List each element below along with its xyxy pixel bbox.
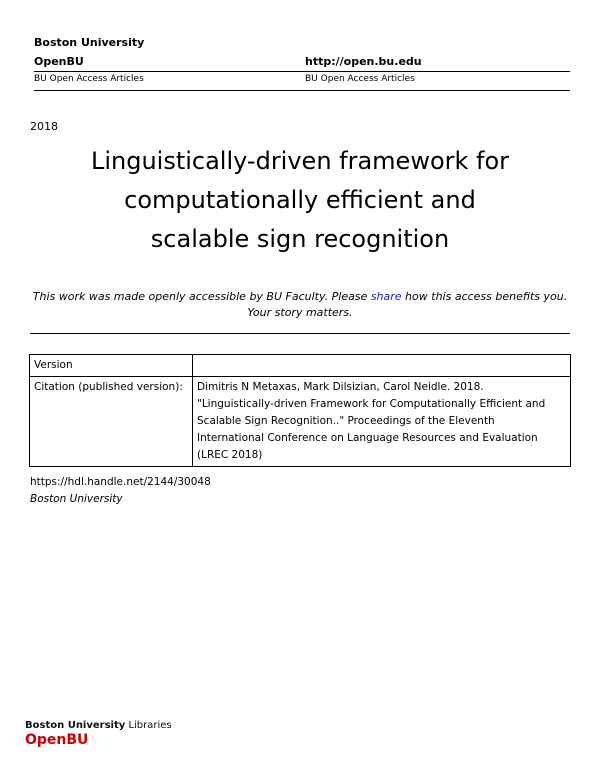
citation-label: Citation (published version):	[30, 377, 193, 467]
divider	[30, 333, 570, 334]
openbu-logo	[25, 720, 172, 748]
notice-text: how this access benefits you.	[401, 290, 568, 303]
share-link[interactable]: share	[370, 290, 402, 303]
publication-year: 2018	[30, 120, 58, 133]
collection-name-right[interactable]: BU Open Access Articles	[305, 74, 415, 84]
repository-name: OpenBU	[34, 55, 84, 68]
logo-libraries-line	[25, 720, 172, 731]
title-line: computationally efficient and	[124, 186, 476, 214]
version-value	[193, 355, 571, 377]
notice-line-2: Your story matters.	[247, 306, 353, 319]
logo-libraries: Libraries	[125, 720, 172, 731]
logo-openbu: OpenBU	[25, 732, 89, 748]
version-label: Version	[30, 355, 193, 377]
access-notice	[30, 289, 570, 321]
repository-row	[34, 55, 570, 72]
citation-line: "Linguistically-driven Framework for Computationally Efficient and	[197, 398, 546, 410]
citation-line: Dimitris N Metaxas, Mark Dilsizian, Carol Neidle. 2018.	[197, 381, 484, 393]
collection-name-left[interactable]: BU Open Access Articles	[34, 74, 144, 84]
logo-university: Boston University	[25, 720, 126, 731]
document-title	[30, 142, 570, 259]
repository-url[interactable]: http://open.bu.edu	[305, 55, 422, 68]
handle-link[interactable]: https://hdl.handle.net/2144/30048	[30, 476, 211, 488]
metadata-table	[29, 354, 571, 467]
table-row	[30, 377, 571, 467]
affiliation: Boston University	[30, 493, 123, 505]
notice-line-1	[30, 289, 570, 305]
citation-line: (LREC 2018)	[197, 449, 263, 461]
citation-value	[193, 377, 571, 467]
notice-text: This work was made openly accessible by BU Faculty. Please	[32, 290, 371, 303]
citation-line: International Conference on Language Resources and Evaluation	[197, 432, 538, 444]
title-line: scalable sign recognition	[150, 225, 450, 253]
institution-name: Boston University	[34, 36, 145, 49]
table-row	[30, 355, 571, 377]
citation-line: Scalable Sign Recognition.." Proceedings of the Eleventh	[197, 415, 495, 427]
title-line: Linguistically-driven framework for	[90, 147, 510, 175]
collection-row	[34, 74, 570, 91]
